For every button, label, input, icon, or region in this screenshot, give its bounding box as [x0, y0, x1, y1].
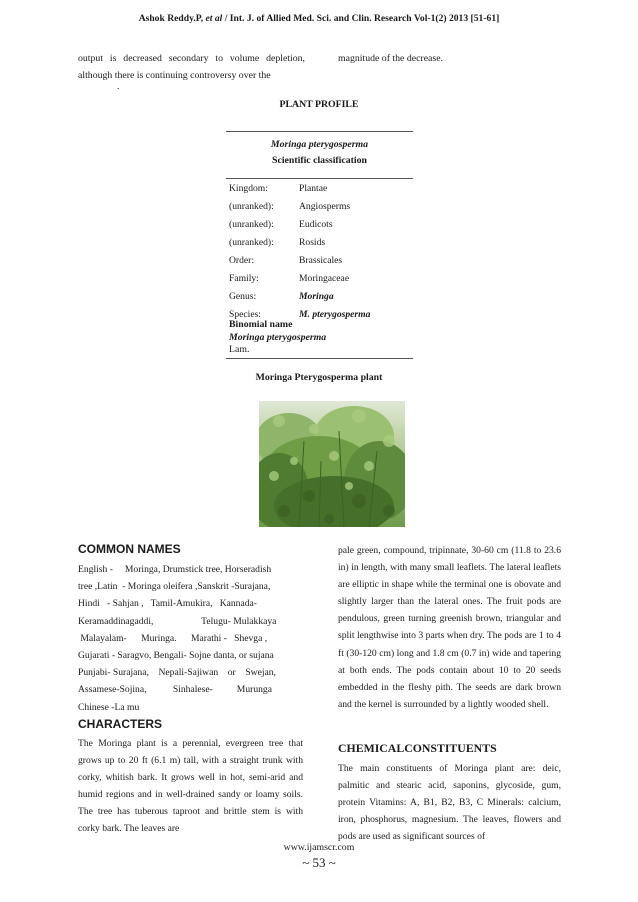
binomial-value: Moringa pterygosperma [229, 332, 327, 343]
taxonomy-value: Rosids [299, 237, 326, 248]
moringa-plant-photo [259, 401, 405, 527]
taxonomy-value: Eudicots [299, 219, 333, 230]
binomial-author: Lam. [229, 344, 250, 355]
taxonomy-row [229, 180, 414, 197]
common-name-line: Malayalam- Muringa. Marathi - Shevga , [78, 632, 268, 644]
taxonomy-row [229, 288, 414, 305]
table-bottom-rule [226, 358, 413, 359]
taxonomy-value: M. pterygosperma [299, 309, 371, 320]
taxonomy-rank: Order: [229, 255, 255, 266]
characters-heading: CHARACTERS [78, 717, 162, 731]
chemical-constituents-heading: CHEMICALCONSTITUENTS [338, 741, 497, 755]
taxonomy-value: Brassicales [299, 255, 343, 266]
taxonomy-row [229, 216, 414, 233]
journal-url: www.ijamscr.com [283, 842, 355, 853]
top-right-paragraph: magnitude of the decrease. [338, 53, 443, 64]
common-name-line: Hindi - Sahjan , Tamil-Amukira, Kannada- [78, 598, 257, 610]
common-name-line: Keramaddinagaddi, Telugu- Mulakkaya [78, 615, 277, 627]
common-name-line: Gujarati - Saragvo, Bengali- Sojne danta, or sujana [78, 650, 274, 662]
common-name-line: Punjabi- Surajana, Nepali-Sajiwan or Swejan, [78, 667, 276, 679]
taxonomy-rank: Kingdom: [229, 183, 268, 194]
common-names-heading: COMMON NAMES [78, 542, 181, 556]
characters-paragraph: The Moringa plant is a perennial, evergreen tree that grows up to 20 ft (6.1 m) tall, with a straight trunk with corky, whitish bark. It grows well in hot, semi-arid and humid regions and in well-drained sandy or loamy soils. The tree has tuberous taproot and brittle stem is with corky bark. The leaves are [78, 738, 303, 835]
common-name-line: English - Moringa, Drumstick tree, Horseradish [78, 564, 272, 575]
header-authors: Ashok Reddy.P, [138, 13, 204, 24]
species-heading: Moringa pterygosperma [270, 139, 369, 150]
chemical-constituents-paragraph: The main constituents of Moringa plant are: deic, palmitic and stearic acid, saponins, glycoside, gum, protein Vitamins: A, B1, B2, B3, C Minerals: calcium, iron, phosphorus, magnesium. The leaves, flowers and pods are used as significant sources of [338, 763, 561, 843]
taxonomy-rank: Species: [229, 309, 261, 320]
common-name-line: Assamese-Sojina, Sinhalese- Murunga [78, 684, 272, 696]
taxonomy-value: Angiosperms [299, 201, 351, 212]
taxonomy-rank: Family: [229, 273, 259, 284]
taxonomy-rank: Genus: [229, 291, 257, 302]
figure-caption: Moringa Pterygosperma plant [255, 372, 383, 383]
binomial-label: Binomial name [229, 319, 293, 330]
header-etal: et al [205, 13, 223, 24]
taxonomy-value: Moringa [299, 291, 334, 302]
page-number: ~ 53 ~ [302, 855, 336, 870]
common-name-line: Chinese -La mu [78, 701, 140, 713]
common-name-line: tree ,Latin - Moringa oleifera ,Sanskrit -Surajana, [78, 581, 271, 593]
classification-heading: Scientific classification [272, 155, 367, 166]
taxonomy-rank: (unranked): [229, 219, 274, 230]
plant-profile-title: PLANT PROFILE [279, 99, 359, 110]
taxonomy-value: Moringaceae [299, 273, 350, 284]
running-header [0, 13, 638, 24]
top-left-dot: . [117, 81, 120, 92]
taxonomy-rank: (unranked): [229, 237, 274, 248]
taxonomy-row [229, 252, 414, 269]
taxonomy-row [229, 270, 414, 287]
taxonomy-row [229, 198, 414, 215]
taxonomy-value: Plantae [299, 183, 328, 194]
taxonomy-table [229, 177, 414, 320]
characters-continued-paragraph: pale green, compound, tripinnate, 30-60 cm (11.8 to 23.6 in) in length, with many small leaflets. The lateral leaflets are elliptic in shape while the terminal one is obovate and slightly larger than the lateral ones. The fruit pods are pendulous, green turning greenish brown, triangular and split lengthwise into 3 parts when dry. The pods are 1 to 4 ft (30-120 cm) long and 1.8 cm (0.7 in) wide and tapering at both ends. The pods contain about 10 to 20 seeds embedded in the fleshy pith. The seeds are dark brown and the kernel is surrounded by a lightly wooded shell. [338, 545, 561, 710]
taxonomy-rank: (unranked): [229, 201, 274, 212]
common-names-list [78, 561, 303, 716]
header-journal: / Int. J. of Allied Med. Sci. and Clin. Research Vol-1(2) 2013 [51-61] [224, 13, 500, 24]
top-left-paragraph: output is decreased secondary to volume depletion, although there is continuing controversy over the [78, 53, 305, 82]
taxonomy-row [229, 234, 414, 251]
table-top-rule [226, 131, 413, 132]
